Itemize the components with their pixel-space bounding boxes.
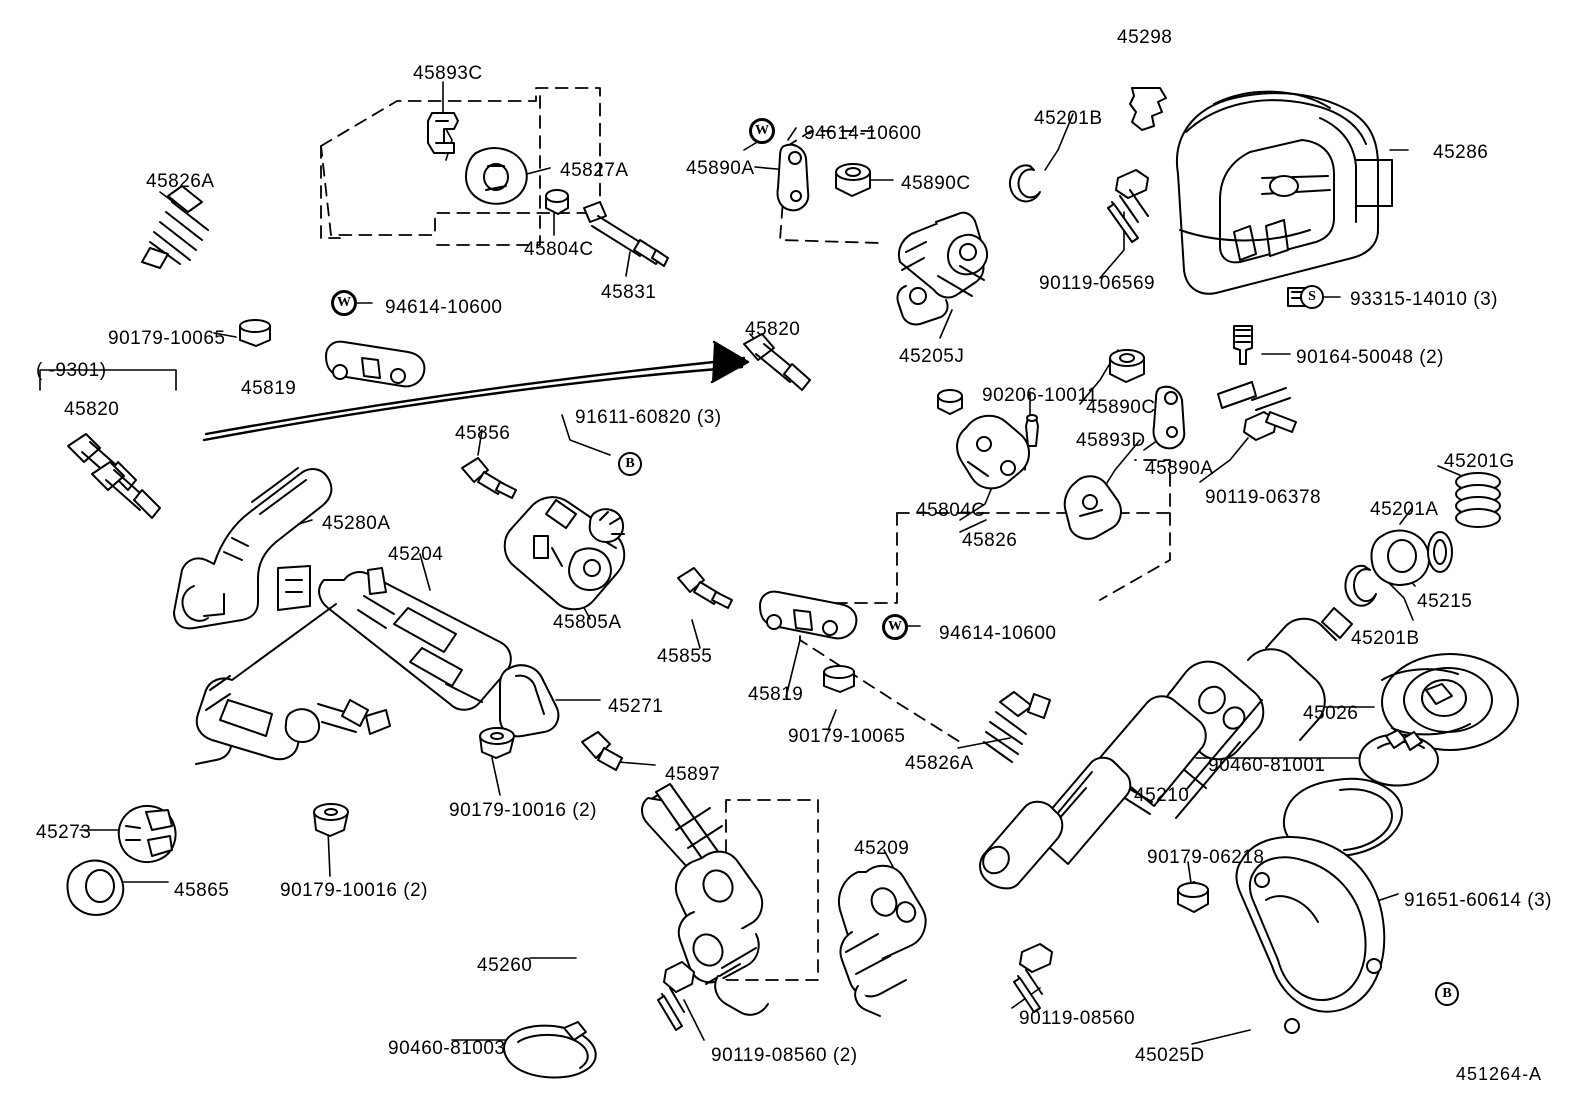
part-label-45856: 45856	[455, 423, 511, 444]
part-label-94614-10600-lower: 94614-10600	[939, 623, 1057, 644]
part-label-45819-upper: 45819	[241, 378, 297, 399]
part-label-45201a: 45201A	[1370, 499, 1439, 520]
screw-marker-icon: S	[1300, 285, 1324, 309]
bolt-marker-icon-1: B	[618, 452, 642, 476]
part-label-45260: 45260	[477, 955, 533, 976]
part-label-94614-10600-upper: 94614-10600	[804, 123, 922, 144]
part-label-90119-08560-2: 90119-08560 (2)	[711, 1045, 858, 1066]
part-label-90460-81003: 90460-81003	[388, 1038, 506, 1059]
part-label-45215: 45215	[1417, 591, 1473, 612]
part-label-45890a-lower: 45890A	[1145, 458, 1214, 479]
part-label-45827a: 45827A	[560, 160, 629, 181]
part-label-45855: 45855	[657, 646, 713, 667]
part-label-45831: 45831	[601, 282, 657, 303]
part-label-45804c-upper: 45804C	[524, 239, 594, 260]
washer-marker-icon-1: W	[750, 119, 774, 143]
part-label-90179-10065-upper: 90179-10065	[108, 328, 226, 349]
part-label-45201g: 45201G	[1444, 451, 1515, 472]
part-label-45204: 45204	[388, 544, 444, 565]
part-label-45865: 45865	[174, 880, 230, 901]
part-label-91611-60820: 91611-60820 (3)	[575, 407, 722, 428]
part-label-45210: 45210	[1134, 785, 1190, 806]
part-label-45201b-lower: 45201B	[1351, 628, 1420, 649]
part-label-45271: 45271	[608, 696, 664, 717]
part-label-45298: 45298	[1117, 27, 1173, 48]
part-label-45804c-lower: 45804C	[916, 500, 986, 521]
part-label-45205j: 45205J	[899, 346, 965, 367]
model-year-note: ( -9301)	[36, 360, 107, 381]
part-label-90164-50048: 90164-50048 (2)	[1296, 347, 1444, 368]
part-label-94614-10600-middle: 94614-10600	[385, 297, 503, 318]
part-label-45209: 45209	[854, 838, 910, 859]
part-label-45286: 45286	[1433, 142, 1489, 163]
part-label-45826a-upper: 45826A	[146, 171, 215, 192]
sheet-code: 451264-A	[1456, 1064, 1543, 1084]
part-label-45890c-lower: 45890C	[1086, 397, 1156, 418]
washer-marker-icon-2: W	[332, 291, 356, 315]
part-label-45280a: 45280A	[322, 513, 391, 534]
part-label-90119-06378: 90119-06378	[1205, 487, 1322, 508]
part-label-45201b-upper: 45201B	[1034, 108, 1103, 129]
part-label-90179-10016-upper: 90179-10016 (2)	[449, 800, 597, 821]
part-label-45025d: 45025D	[1135, 1045, 1205, 1066]
part-label-45820-lower: 45820	[64, 399, 120, 420]
part-label-45273: 45273	[36, 822, 92, 843]
part-label-90206-10011: 90206-10011	[982, 385, 1099, 406]
part-label-45890a-upper: 45890A	[686, 158, 755, 179]
part-label-90119-06569: 90119-06569	[1039, 273, 1156, 294]
part-label-90179-10016-lower: 90179-10016 (2)	[280, 880, 428, 901]
part-label-45897: 45897	[665, 764, 721, 785]
part-label-45826a-lower: 45826A	[905, 753, 974, 774]
part-label-90179-06218: 90179-06218	[1147, 847, 1265, 868]
part-label-45819-lower: 45819	[748, 684, 804, 705]
part-label-45893d: 45893D	[1076, 430, 1146, 451]
part-label-90460-81001: 90460-81001	[1208, 755, 1326, 776]
part-label-45890c-upper: 45890C	[901, 173, 971, 194]
part-label-90119-08560: 90119-08560	[1019, 1008, 1136, 1029]
washer-marker-icon-3: W	[883, 615, 907, 639]
part-label-45893c: 45893C	[413, 63, 483, 84]
part-label-45805a: 45805A	[553, 612, 622, 633]
part-label-45026: 45026	[1303, 703, 1359, 724]
part-label-91651-60614: 91651-60614 (3)	[1404, 890, 1552, 911]
part-label-45820-upper: 45820	[745, 319, 801, 340]
part-label-45826: 45826	[962, 530, 1018, 551]
part-label-90179-10065-lower: 90179-10065	[788, 726, 906, 747]
part-label-93315-14010: 93315-14010 (3)	[1350, 289, 1498, 310]
bolt-marker-icon-2: B	[1435, 982, 1459, 1006]
